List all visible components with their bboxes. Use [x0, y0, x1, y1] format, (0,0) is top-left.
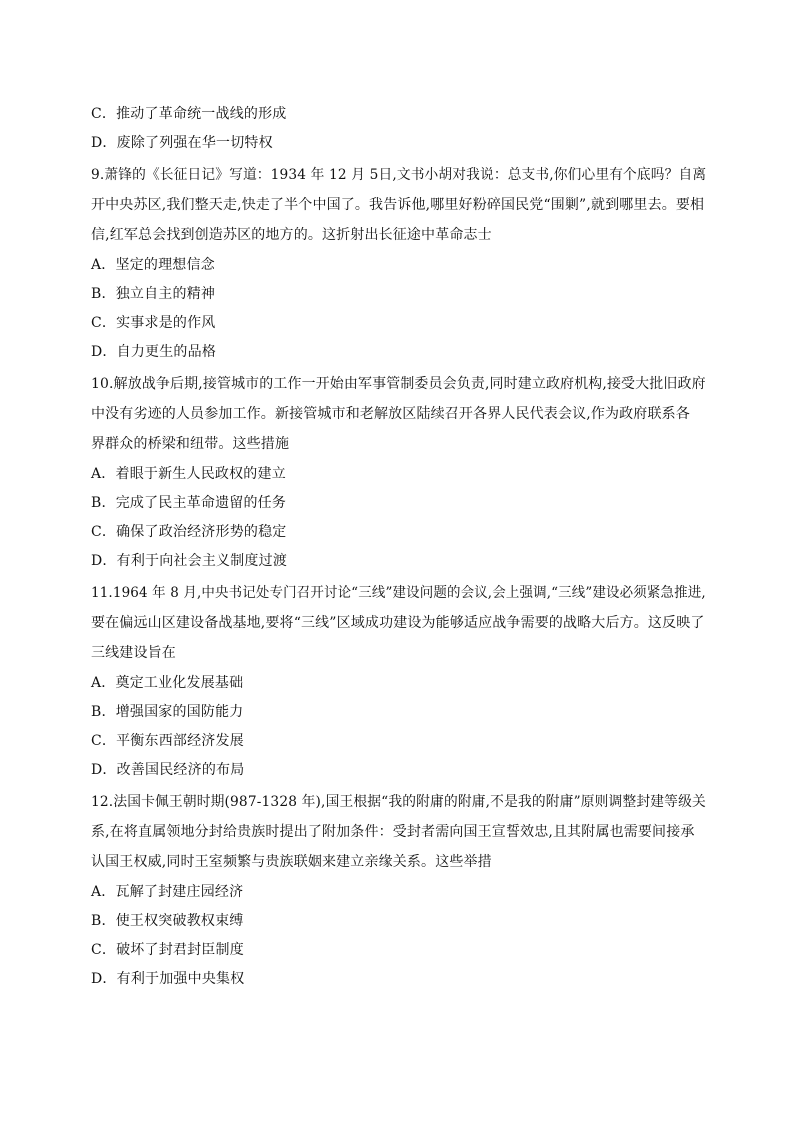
option-c: C．推动了革命统一战线的形成: [91, 106, 287, 122]
question-12-stem-line-1: 12.法国卡佩王朝时期(987-1328 年),国王根据“我的附庸的附庸,不是我的附庸”原则调整封建等级关: [91, 794, 706, 810]
question-11-stem-line-1: 11.1964 年 8 月,中央书记处专门召开讨论“三线”建设问题的会议,会上强调,“三线”建设必须紧急推进,: [91, 585, 706, 601]
question-10-option-b: B．完成了民主革命遗留的任务: [91, 495, 287, 511]
question-10-stem-line-3: 界群众的桥梁和纽带。这些措施: [91, 436, 290, 452]
question-10-stem-line-1: 10.解放战争后期,接管城市的工作一开始由军事管制委员会负责,同时建立政府机构,接受大批旧政府: [91, 376, 706, 392]
question-11-stem-line-2: 要在偏远山区建设备战基地,要将“三线”区域成功建设为能够适应战争需要的战略大后方。这反映了: [91, 615, 705, 631]
question-11-stem-line-3: 三线建设旨在: [91, 645, 176, 661]
question-9-option-d: D．自力更生的品格: [91, 344, 217, 360]
option-d: D．废除了列强在华一切特权: [91, 135, 273, 151]
question-10-option-c: C．确保了政治经济形势的稳定: [91, 524, 287, 540]
question-10-option-a: A．着眼于新生人民政权的建立: [91, 466, 286, 482]
question-9-stem-line-2: 开中央苏区,我们整天走,快走了半个中国了。我告诉他,哪里好粉碎国民党“围剿”,就到哪里去。要相: [91, 197, 705, 213]
question-10-stem-line-2: 中没有劣迹的人员参加工作。新接管城市和老解放区陆续召开各界人民代表会议,作为政府联系各: [91, 406, 690, 422]
question-12-option-c: C．破坏了封君封臣制度: [91, 942, 244, 958]
question-10-option-d: D．有利于向社会主义制度过渡: [91, 553, 288, 569]
question-9-stem-line-1: 9.萧锋的《长征日记》写道：1934 年 12 月 5日,文书小胡对我说：总支书,你们心里有个底吗？自离: [91, 167, 707, 183]
question-9-stem-line-3: 信,红军总会找到创造苏区的地方的。这折射出长征途中革命志士: [91, 227, 492, 243]
question-11-option-c: C．平衡东西部经济发展: [91, 733, 244, 749]
question-12-option-b: B．使王权突破教权束缚: [91, 913, 244, 929]
question-12-stem-line-3: 认国王权威,同时王室频繁与贵族联姻来建立亲缘关系。这些举措: [91, 854, 492, 870]
question-9-option-a: A．坚定的理想信念: [91, 257, 215, 273]
question-12-option-a: A．瓦解了封建庄园经济: [91, 884, 244, 900]
question-9-option-c: C．实事求是的作风: [91, 315, 216, 331]
question-12-stem-line-2: 系,在将直属领地分封给贵族时提出了附加条件：受封者需向国王宣誓效忠,且其附属也需要间接承: [91, 824, 695, 840]
question-11-option-b: B．增强国家的国防能力: [91, 704, 244, 720]
question-9-option-b: B．独立自主的精神: [91, 286, 216, 302]
question-11-option-a: A．奠定工业化发展基础: [91, 675, 244, 691]
question-11-option-d: D．改善国民经济的布局: [91, 762, 245, 778]
question-12-option-d: D．有利于加强中央集权: [91, 971, 245, 987]
